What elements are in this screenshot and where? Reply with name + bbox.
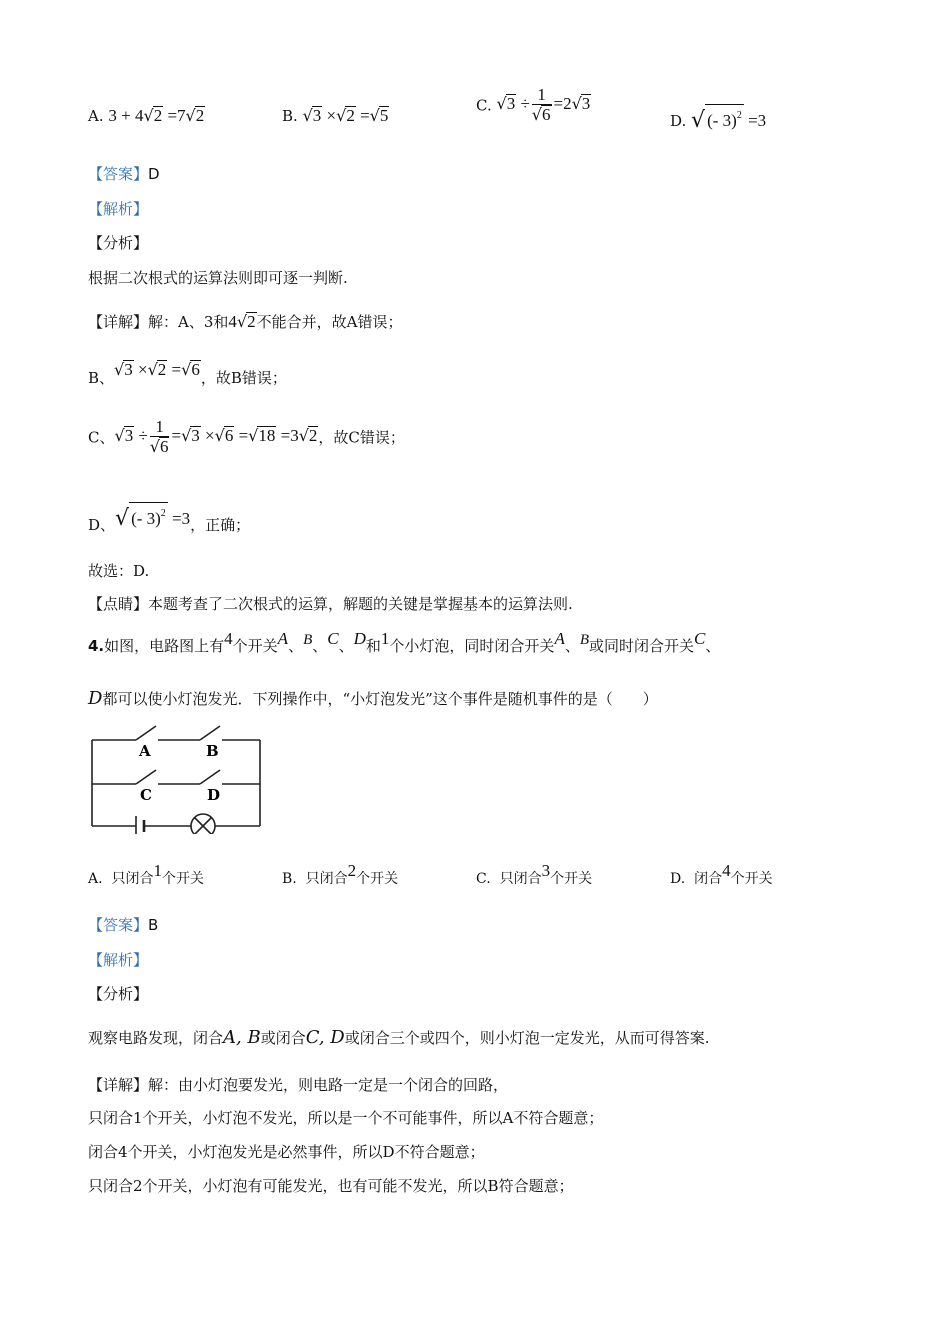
math-cd: C, D: [305, 1027, 345, 1048]
detail-text: ，故C错误；: [318, 428, 405, 447]
answer-value: D: [148, 165, 160, 183]
switch-b: [200, 726, 220, 740]
math-var-c: C: [327, 629, 339, 648]
q4-detail-1: [88, 1075, 508, 1095]
option-label: D.: [670, 112, 687, 130]
switch-a-label: A: [139, 742, 151, 760]
detail-text: 解：A、3和: [148, 313, 229, 331]
switch-a: [136, 726, 156, 740]
q3-fenxi-tag: 【分析】: [88, 234, 149, 252]
switch-d: [200, 770, 220, 784]
math-var-b: B: [579, 632, 590, 648]
q4-analysis-tag: 【解析】: [88, 951, 149, 969]
math-number: 1: [380, 629, 390, 648]
q4-fenxi-text: [88, 1028, 710, 1048]
math-var-d: D: [88, 688, 103, 709]
q3-fenxi-text: 根据二次根式的运算法则即可逐一判断.: [88, 269, 348, 287]
option-label: C.: [476, 871, 491, 887]
option-text: 闭合: [694, 871, 723, 887]
math-c-expression: √3 ÷ $\frac{1}{√6}$ =√3 ×√6 =√18 =3√2: [114, 417, 318, 456]
math-var-a: A: [554, 629, 565, 648]
q4-option-d: [670, 861, 773, 889]
q3-answer-line: [88, 164, 160, 184]
q4-fenxi-tag: 【分析】: [88, 985, 149, 1003]
q3-option-d: [670, 104, 766, 132]
math-var-b: B: [303, 632, 313, 648]
option-number: 1: [153, 861, 162, 880]
q3-detail-a: [88, 312, 402, 332]
q4-detail-4: 只闭合2个开关，小灯泡有可能发光，也有可能不发光，所以B符合题意；: [88, 1177, 574, 1195]
detail-text: C、: [88, 428, 115, 447]
q4-stem-line-2: [88, 689, 658, 709]
option-text: 只闭合: [305, 871, 348, 887]
math-var-c: C: [694, 629, 706, 648]
q3-detail-d: [88, 508, 250, 536]
separator: 、: [288, 637, 304, 655]
q4-detail-3: 闭合4个开关，小灯泡发光是必然事件，所以D不符合题意；: [88, 1143, 485, 1161]
comment-text: 本题考查了二次根式的运算，解题的关键是掌握基本的运算法则.: [148, 595, 573, 613]
detail-text: ，故B错误；: [200, 369, 287, 387]
detail-tag: 【详解】: [88, 313, 149, 331]
detail-text: 解：由小灯泡要发光，则电路一定是一个闭合的回路，: [148, 1076, 509, 1094]
circuit-diagram: [86, 722, 266, 834]
option-a-expression: 3 + 4√2 =7√2: [108, 106, 205, 125]
q4-option-c: [476, 861, 593, 889]
option-label: B.: [282, 871, 297, 887]
detail-text: B、: [88, 369, 115, 387]
q3-option-c: [476, 86, 591, 125]
math-var-a: A: [277, 629, 289, 648]
q3-detail-b: [88, 360, 287, 388]
option-text: 个开关: [356, 871, 399, 887]
math-4-root-2: 4√2: [228, 312, 256, 331]
detail-text: D、: [88, 516, 116, 534]
answer-tag: 【答案】: [88, 165, 149, 183]
math-number: 4: [224, 629, 233, 648]
detail-tag: 【详解】: [88, 1076, 149, 1094]
stem-text: 和: [365, 637, 381, 655]
stem-text: 都可以使小灯泡发光．下列操作中，“小灯泡发光”这个事件是随机事件的是（ ）: [102, 690, 658, 708]
switch-d-label: D: [207, 786, 221, 804]
option-number: 2: [347, 861, 357, 880]
q3-detail-c: [88, 418, 405, 457]
separator: 、: [338, 637, 354, 655]
option-text: 个开关: [730, 871, 773, 887]
option-label: A.: [88, 107, 104, 125]
comment-tag: 【点睛】: [88, 595, 149, 613]
separator: 、: [705, 637, 721, 655]
answer-value: B: [148, 916, 159, 934]
stem-text: 个小灯泡，同时闭合开关: [389, 637, 555, 655]
stem-text: 个开关: [232, 637, 278, 655]
option-label: D.: [670, 871, 686, 887]
math-var-d: D: [353, 629, 366, 648]
option-label: C.: [476, 96, 492, 115]
option-label: A.: [88, 871, 103, 887]
math-ab: A, B: [223, 1027, 261, 1048]
switch-c-label: C: [140, 786, 152, 804]
switch-c: [136, 770, 156, 784]
detail-text: ，正确；: [190, 516, 251, 534]
q4-detail-2: 只闭合1个开关，小灯泡不发光，所以是一个不可能事件，所以A不符合题意；: [88, 1109, 604, 1127]
option-c-expression: √3 ÷ $\frac{1}{√6}$ =2√3: [496, 85, 591, 124]
fenxi-text: 观察电路发现，闭合: [88, 1029, 224, 1047]
q3-comment: [88, 594, 573, 614]
option-text: 个开关: [550, 871, 593, 887]
option-text: 个开关: [161, 871, 204, 887]
q4-option-a: [88, 861, 204, 889]
option-label: B.: [282, 107, 298, 125]
separator: 、: [312, 637, 328, 655]
bulb-icon: [191, 814, 215, 834]
switch-b-label: B: [206, 742, 219, 760]
option-b-expression: √3 ×√2 =√5: [302, 106, 389, 125]
answer-tag: 【答案】: [88, 916, 149, 934]
detail-text: 不能合并，故A错误；: [256, 313, 403, 331]
q3-analysis-tag: 【解析】: [88, 200, 149, 218]
fenxi-text: 或闭合: [260, 1029, 306, 1047]
q4-stem-line-1: [88, 629, 721, 657]
option-number: 4: [722, 861, 731, 880]
q3-option-a: [88, 106, 205, 126]
q3-option-b: [282, 106, 389, 126]
option-text: 只闭合: [111, 871, 154, 887]
option-d-expression: √ (- 3)$^2$ =3: [691, 111, 766, 130]
math-b-expression: √3 ×√2 =√6: [114, 360, 200, 379]
option-text: 只闭合: [499, 871, 542, 887]
separator: 、: [564, 637, 580, 655]
fenxi-text: 或闭合三个或四个，则小灯泡一定发光，从而可得答案.: [344, 1029, 710, 1047]
stem-text: 或同时闭合开关: [589, 637, 695, 655]
math-d-expression: √ (- 3)$^2$ =3: [115, 509, 190, 528]
stem-text: 如图，电路图上有: [104, 637, 225, 655]
q4-option-b: [282, 861, 399, 889]
q3-choose: 故选：D.: [88, 562, 150, 580]
option-number: 3: [541, 861, 551, 880]
question-number: 4.: [88, 637, 105, 655]
q4-answer-line: [88, 915, 158, 935]
